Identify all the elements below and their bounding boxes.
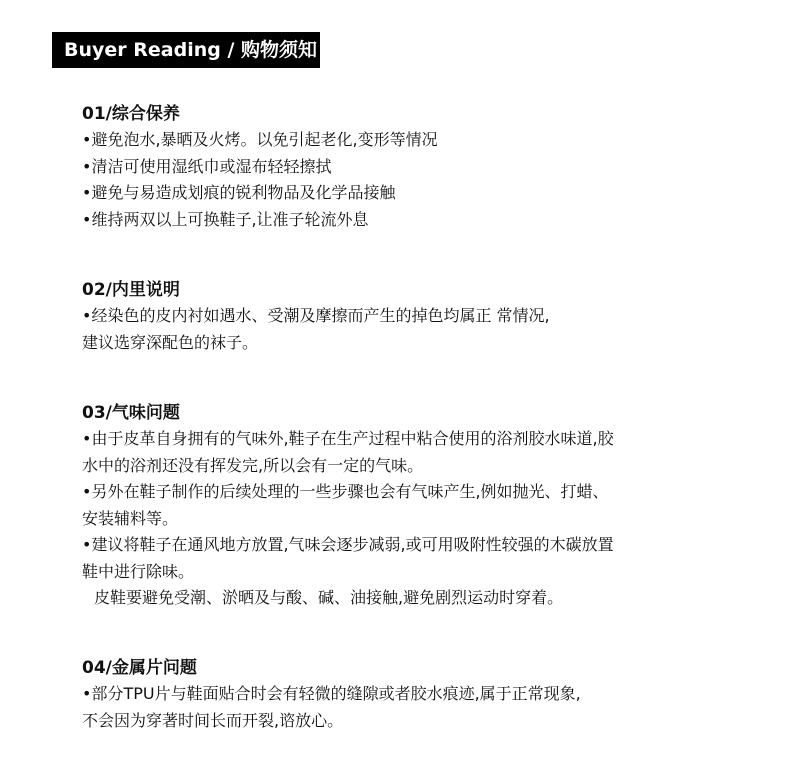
section-odor	[82, 400, 722, 612]
section-line: 安装辅料等。	[82, 508, 179, 528]
section-line: •建议将鞋子在通风地方放置,气味会逐步减弱,或可用吸附性较强的木碳放置	[82, 535, 614, 554]
section-line: •经染色的皮内衬如遇水、受潮及摩擦而产生的掉色均属正 常情况,	[82, 306, 550, 325]
header-title: Buyer Reading / 购物须知	[64, 39, 318, 61]
section-line: •另外在鞋子制作的后续处理的一些步骤也会有气味产生,例如抛光、打蜡、	[82, 482, 609, 501]
section-line: •部分TPU片与鞋面贴合时会有轻微的缝隙或者胶水痕迹,属于正常现象,	[82, 684, 581, 703]
section-line: 建议选穿深配色的袜子。	[82, 332, 259, 352]
section-lining	[82, 277, 722, 356]
section-line: •避免泡水,暴晒及火烤。以免引起老化,变形等情况	[82, 130, 438, 149]
section-metal-piece	[82, 655, 722, 734]
section-line: •由于皮革自身拥有的气味外,鞋子在生产过程中粘合使用的浴剂胶水味道,胶	[82, 429, 614, 448]
section-general-care	[82, 101, 722, 233]
section-line: 不会因为穿著时间长而开裂,谘放心。	[82, 710, 344, 730]
section-title: 02/内里说明	[82, 280, 180, 300]
section-title: 03/气味问题	[82, 403, 180, 423]
section-line: •避免与易造成划痕的锐利物品及化学品接触	[82, 183, 396, 202]
section-line: 皮鞋要避免受潮、淤晒及与酸、碱、油接触,避免剧烈运动时穿着。	[94, 588, 564, 607]
section-title: 04/金属片问题	[82, 658, 197, 678]
section-line: 水中的浴剂还没有挥发完,所以会有一定的气味。	[82, 455, 424, 475]
section-title: 01/综合保养	[82, 104, 180, 124]
section-line: •清洁可使用湿纸巾或湿布轻轻擦拭	[82, 156, 332, 176]
section-line: •维持两双以上可换鞋子,让准子轮流外息	[82, 209, 369, 229]
page-header	[52, 32, 320, 68]
section-line: 鞋中进行除味。	[82, 561, 195, 581]
